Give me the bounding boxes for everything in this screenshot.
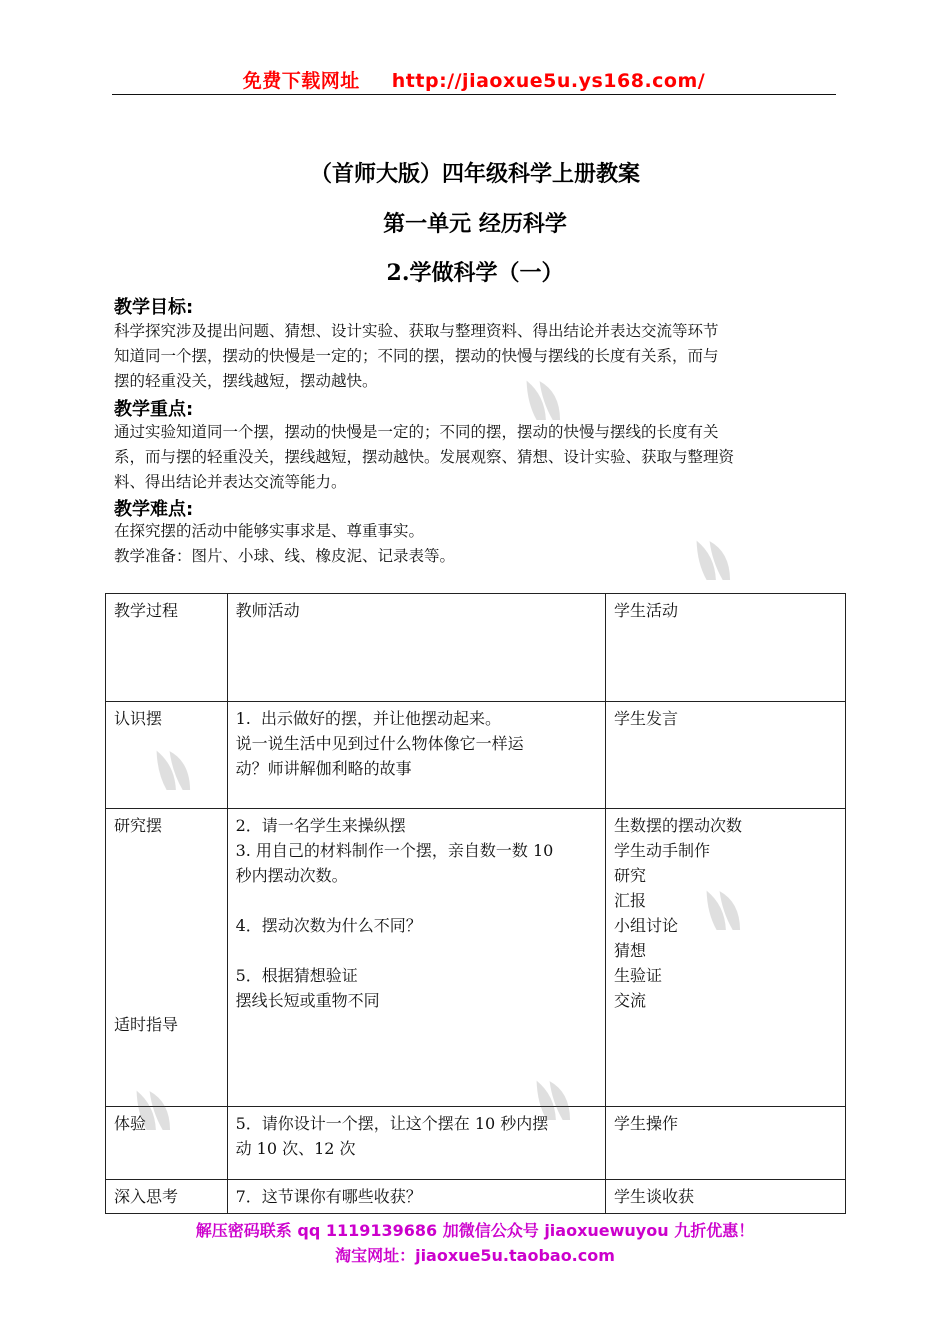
header-label: 免费下载网址: [242, 70, 360, 92]
process-cell: [106, 702, 228, 809]
student-line: 学生操作: [613, 1114, 678, 1133]
process-extra-label: 适时指导: [114, 1015, 179, 1034]
student-cell: [605, 1107, 845, 1180]
header-divider: [112, 94, 836, 95]
student-line: 交流: [613, 991, 646, 1010]
header-cell-teacher: 教师活动: [227, 594, 605, 702]
teacher-cell: [227, 702, 605, 809]
student-line: 研究: [613, 866, 646, 885]
goals-line: 知道同一个摆，摆动的快慢是一定的；不同的摆，摆动的快慢与摆线的长度有关系，而与: [114, 347, 719, 365]
student-cell: [605, 702, 845, 809]
key-points-line: 料、得出结论并表达交流等能力。: [114, 473, 347, 491]
table-row: [106, 809, 846, 1107]
goals-line: 摆的轻重没关，摆线越短，摆动越快。: [114, 372, 378, 390]
header-cell-student: 学生活动: [605, 594, 845, 702]
teacher-line: 摆线长短或重物不同: [235, 991, 380, 1010]
goals-line: 科学探究涉及提出问题、猜想、设计实验、获取与整理资料、得出结论并表达交流等环节: [114, 322, 719, 340]
preparation-line: 教学准备：图片、小球、线、橡皮泥、记录表等。: [114, 547, 456, 565]
process-label: 体验: [114, 1114, 147, 1133]
key-points-line: 系，而与摆的轻重没关，摆线越短，摆动越快。发展观察、猜想、设计实验、获取与整理资: [114, 448, 735, 466]
download-header: [112, 66, 836, 93]
process-cell: [106, 1180, 228, 1214]
difficult-points-line: 在探究摆的活动中能够实事求是、尊重事实。: [114, 522, 425, 540]
process-cell: [106, 809, 228, 1107]
teacher-line: 7．这节课你有哪些收获？: [235, 1187, 422, 1206]
key-points-text: [114, 420, 840, 495]
teacher-line: 5．请你设计一个摆，让这个摆在 10 秒内摆: [235, 1114, 549, 1133]
teacher-cell: [227, 809, 605, 1107]
header-cell-process: 教学过程: [106, 594, 228, 702]
teacher-line: 3. 用自己的材料制作一个摆，亲自数一数 10: [235, 841, 554, 860]
table-row: [106, 702, 846, 809]
process-label: 认识摆: [114, 709, 163, 728]
key-points-heading: 教学重点:: [114, 399, 194, 420]
table-row: [106, 1107, 846, 1180]
teacher-cell: [227, 1107, 605, 1180]
blank-line: [236, 888, 597, 913]
teacher-line: 5．根据猜想验证: [235, 966, 358, 985]
blank-line: [236, 938, 597, 963]
header-url-link[interactable]: http://jiaoxue5u.ys168.com/: [391, 70, 706, 92]
process-cell: [106, 1107, 228, 1180]
difficult-points-heading: 教学难点:: [114, 499, 194, 520]
student-line: 学生发言: [613, 709, 678, 728]
teacher-cell: [227, 1180, 605, 1214]
teacher-line: 秒内摆动次数。: [235, 866, 348, 885]
goals-text: [114, 319, 840, 394]
lesson-plan-table: [105, 593, 846, 1214]
teacher-line: 动？师讲解伽利略的故事: [235, 759, 412, 778]
key-points-line: 通过实验知道同一个摆，摆动的快慢是一定的；不同的摆，摆动的快慢与摆线的长度有关: [114, 423, 719, 441]
student-line: 学生谈收获: [613, 1187, 694, 1206]
teacher-line: 4．摆动次数为什么不同？: [235, 916, 422, 935]
goals-heading: 教学目标:: [114, 297, 194, 318]
student-line: 学生动手制作: [613, 841, 710, 860]
student-line: 生数摆的摆动次数: [613, 816, 742, 835]
difficult-points-text: [114, 519, 840, 569]
student-line: 猜想: [613, 941, 646, 960]
unit-title: 第一单元 经历科学: [383, 211, 567, 237]
student-cell: [605, 1180, 845, 1214]
student-line: 小组讨论: [613, 916, 678, 935]
student-cell: [605, 809, 845, 1107]
teacher-line: 说一说生活中见到过什么物体像它一样运: [235, 734, 524, 753]
footer-contact-line: 解压密码联系 qq 1119139686 加微信公众号 jiaoxuewuyou 九折优惠！: [195, 1221, 755, 1240]
teacher-line: 1. 出示做好的摆，并让他摆动起来。: [235, 709, 502, 728]
process-label: 深入思考: [114, 1187, 179, 1206]
student-line: 生验证: [613, 966, 662, 985]
student-line: 汇报: [613, 891, 646, 910]
teacher-line: 动 10 次、12 次: [235, 1139, 356, 1158]
process-label: 研究摆: [114, 816, 163, 835]
document-title: （首师大版）四年级科学上册教案: [309, 161, 640, 187]
table-header-row: [106, 594, 846, 702]
lesson-title: 2.学做科学（一）: [386, 260, 564, 286]
teacher-line: 2．请一名学生来操纵摆: [235, 816, 406, 835]
table-row: [106, 1180, 846, 1214]
footer-shop-line: 淘宝网址：jiaoxue5u.taobao.com: [335, 1246, 615, 1265]
